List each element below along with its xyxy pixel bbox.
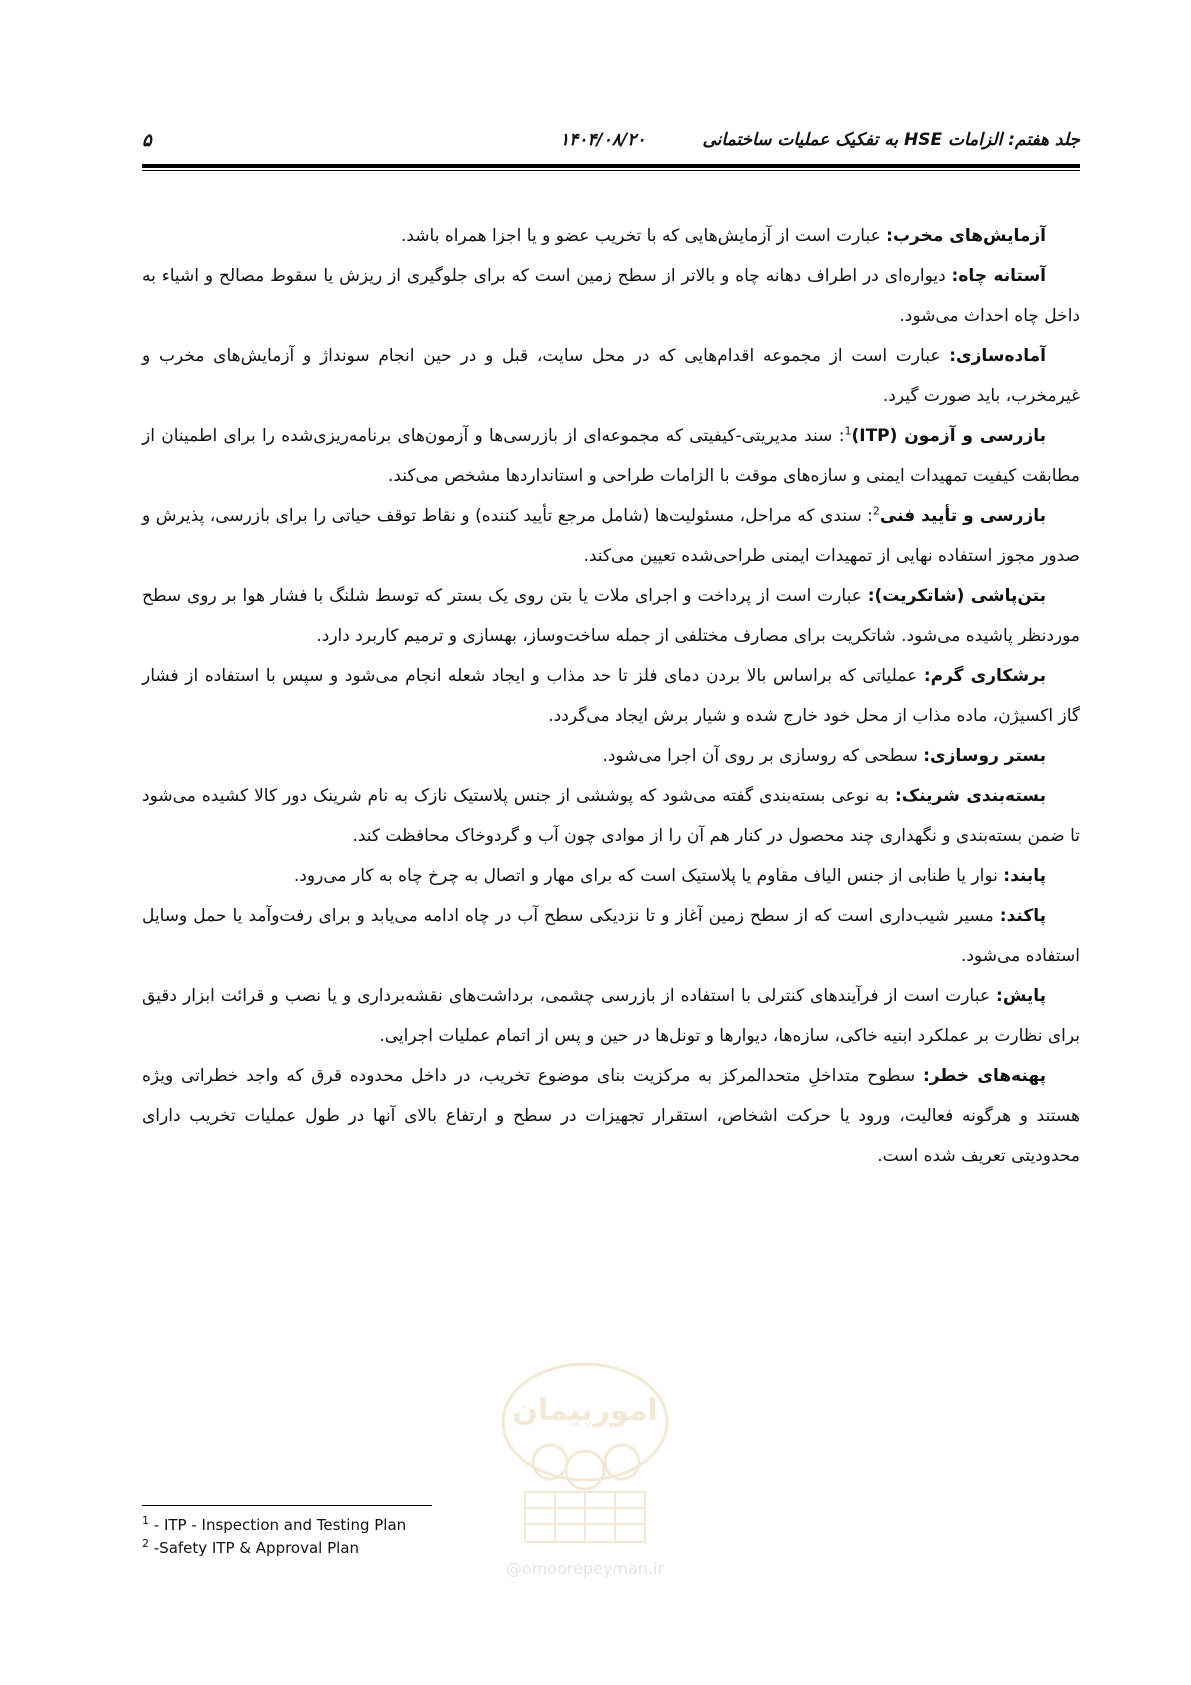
definition-text: مسیر شیب‌داری است که از سطح زمین آغاز و تا نزدیکی سطح آب در چاه ادامه می‌یابد و برای رفت‌وآمد یا حمل وسایل استفاده می‌شود. — [142, 906, 1080, 966]
footnote-number: 1 — [142, 1514, 149, 1527]
header-rule-thick — [142, 164, 1080, 168]
definition-paragraph — [142, 576, 1080, 656]
definition-term: آزمایش‌های مخرب: — [886, 226, 1046, 246]
definition-paragraph — [142, 256, 1080, 336]
definition-term: بستر روسازی: — [923, 746, 1046, 766]
definition-text: سطوح متداخلِ متحدالمرکز به مرکزیت بنای موضوع تخریب، در داخل محدوده قرق که واجد خطراتی ویژه هستند و هرگونه فعالیت، ورود یا حرکت اشخاص، استقرار تجهیزات در سطح و ارتفاع بالای آنها در طول عملیات تخریب دارای محدودیتی تعریف شده است. — [142, 1066, 1080, 1166]
definitions-body — [142, 216, 1080, 1176]
definition-text: عبارت است از پرداخت و اجرای ملات یا بتن روی یک بستر که توسط شلنگ با فشار هوا بر روی سطح موردنظر پاشیده می‌شود. شاتکریت برای مصارف مختلفی از جمله ساخت‌وساز، بهسازی و ترمیم کاربرد دارد. — [142, 586, 1080, 646]
definition-term: آماده‌سازی: — [949, 346, 1046, 366]
footnote-ref: 2 — [872, 504, 880, 518]
definition-paragraph — [142, 416, 1080, 496]
definition-paragraph — [142, 496, 1080, 576]
definition-term: بسته‌بندی شرینک: — [895, 786, 1046, 806]
document-title: جلد هفتم: الزامات HSE به تفکیک عملیات ساختمانی — [702, 130, 1080, 150]
definition-text: نوار یا طنابی از جنس الیاف مقاوم یا پلاستیک است که برای مهار و اتصال به چرخ چاه به کار می‌رود. — [293, 866, 1004, 886]
footnotes — [142, 1514, 562, 1560]
definition-paragraph — [142, 1056, 1080, 1176]
header-rule-thin — [142, 170, 1080, 171]
definition-term: پاکند: — [999, 906, 1046, 926]
definition-text: : سندی که مراحل، مسئولیت‌ها (شامل مرجع تأیید کننده) و نقاط توقف حیاتی را برای بازرسی، پذیرش و صدور مجوز استفاده نهایی از تمهیدات ایمنی طراحی‌شده تعیین می‌کند. — [142, 506, 1080, 566]
footnote-ref: 1 — [844, 424, 852, 438]
definition-paragraph — [142, 856, 1080, 896]
definition-paragraph — [142, 336, 1080, 416]
definition-paragraph — [142, 776, 1080, 856]
definition-term: بازرسی و تأیید فنی — [879, 506, 1046, 526]
definition-paragraph — [142, 656, 1080, 736]
definition-term: پهنه‌های خطر: — [922, 1066, 1046, 1086]
definition-paragraph — [142, 736, 1080, 776]
definition-text: عبارت است از مجموعه اقدام‌هایی که در محل سایت، قبل و در حین انجام سونداژ و آزمایش‌های مخرب و غیرمخرب، باید صورت گیرد. — [142, 346, 1080, 406]
definition-text: سطحی که روسازی بر روی آن اجرا می‌شود. — [602, 746, 924, 766]
definition-paragraph — [142, 976, 1080, 1056]
definition-term: برشکاری گرم: — [923, 666, 1046, 686]
footnote-text: - ITP - Inspection and Testing Plan — [149, 1516, 407, 1534]
footnote-rule — [142, 1505, 432, 1506]
definition-text: : سند مدیریتی-کیفیتی که مجموعه‌ای از بازرسی‌ها و آزمون‌های برنامه‌ریزی‌شده را برای اطمینان از مطابقت کیفیت تمهیدات ایمنی و سازه‌های موقت با الزامات طراحی و استانداردها مشخص می‌کند. — [142, 426, 1080, 486]
watermark-caption: @omoorepeyman.ir — [505, 1559, 665, 1578]
page-header — [142, 130, 1080, 162]
watermark-text: امورپیمان — [512, 1393, 658, 1428]
definition-text: عبارت است از آزمایش‌هایی که با تخریب عضو و یا اجزا همراه باشد. — [400, 226, 887, 246]
footnote-number: 2 — [142, 1537, 149, 1550]
definition-text: عبارت است از فرآیندهای کنترلی با استفاده از بازرسی چشمی، برداشت‌های نقشه‌برداری و یا نصب و قرائت ابزار دقیق برای نظارت بر عملکرد ابنیه خاکی، سازه‌ها، دیوارها و تونل‌ها در حین و پس از اتمام عملیات اجرایی. — [142, 986, 1080, 1046]
footnote — [142, 1537, 562, 1560]
definition-term: بازرسی و آزمون (ITP) — [851, 426, 1046, 446]
definition-term: آستانه چاه: — [951, 266, 1046, 286]
definition-term: پابند: — [1003, 866, 1046, 886]
definition-term: پایش: — [996, 986, 1046, 1006]
definition-paragraph — [142, 216, 1080, 256]
definition-term: بتن‌پاشی (شاتکریت): — [867, 586, 1047, 606]
definition-text: عملیاتی که براساس بالا بردن دمای فلز تا حد مذاب و ایجاد شعله انجام می‌شود و سپس با استفاده از فشار گاز اکسیژن، ماده مذاب از محل خود خارج شده و شیار برش ایجاد می‌گردد. — [142, 666, 1080, 726]
page-number: ۵ — [142, 130, 152, 151]
document-date: ۱۴۰۴/۰۸/۲۰ — [560, 130, 646, 150]
definition-text: دیواره‌ای در اطراف دهانه چاه و بالاتر از سطح زمین است که برای جلوگیری از ریزش یا سقوط مصالح و اشیاء به داخل چاه احداث می‌شود. — [142, 266, 1080, 326]
footnote — [142, 1514, 562, 1537]
footnote-text: -Safety ITP & Approval Plan — [149, 1539, 360, 1557]
definition-paragraph — [142, 896, 1080, 976]
definition-text: به نوعی بسته‌بندی گفته می‌شود که پوششی از جنس پلاستیک نازک به نام شرینک دور کالا کشیده می‌شود تا ضمن بسته‌بندی و نگهداری چند محصول در کنار هم آن را از موادی چون آب و گردوخاک محافظت کند. — [142, 786, 1080, 846]
